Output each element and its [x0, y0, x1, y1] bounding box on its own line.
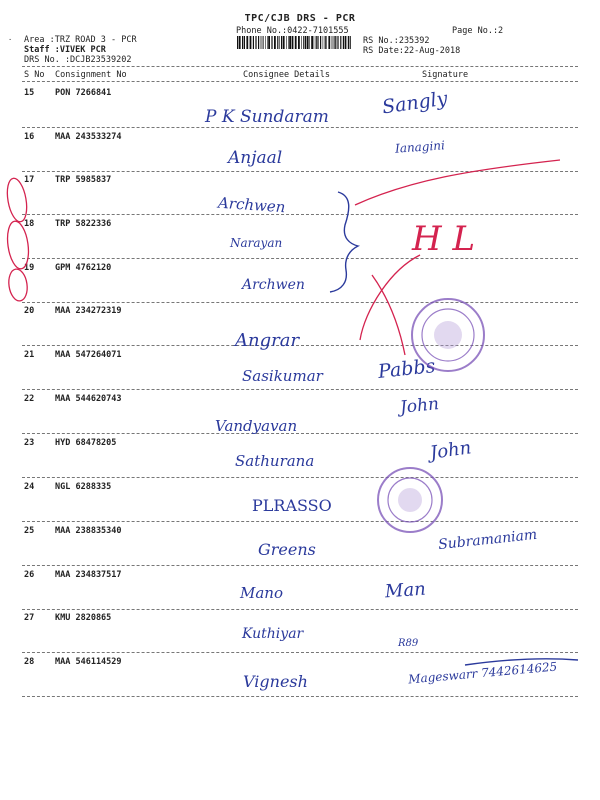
handwritten-name: Anjaal [228, 148, 283, 168]
handwritten-name: P K Sundaram [205, 107, 329, 127]
row-sno: 21 [24, 350, 35, 360]
row-consignment: MAA 546114529 [55, 657, 122, 667]
row-sno: 25 [24, 526, 35, 536]
row-sno: 15 [24, 88, 35, 98]
handwritten-signature: John [399, 394, 440, 418]
handwritten-name: Archwen [217, 193, 286, 217]
row-sno: 22 [24, 394, 35, 404]
row-sno: 16 [24, 132, 35, 142]
row-consignment: GPM 4762120 [55, 263, 112, 273]
col-consignee: Consignee Details [243, 70, 330, 80]
row-consignment: MAA 547264071 [55, 350, 122, 360]
row-sno: 20 [24, 306, 35, 316]
col-signature: Signature [422, 70, 469, 80]
handwritten-signature: John [428, 437, 473, 464]
row-consignment: MAA 243533274 [55, 132, 122, 142]
row-consignment: TRP 5985837 [55, 175, 112, 185]
handwritten-name: Narayan [230, 236, 283, 250]
phone-number: Phone No.:0422-7101555 [236, 26, 349, 36]
handwritten-signature: Subramaniam [437, 526, 538, 554]
handwritten-name: Sathurana [235, 452, 315, 470]
area-field: Area :TRZ ROAD 3 - PCR [24, 35, 137, 45]
margin-mark: · [8, 36, 13, 44]
handwritten-signature: R89 [398, 638, 419, 649]
row-consignment: TRP 5822336 [55, 219, 112, 229]
handwritten-name: Angrar [235, 330, 300, 351]
staff-field: Staff :VIVEK PCR [24, 45, 106, 55]
handwritten-signature: Sangly [380, 87, 449, 119]
row-consignment: MAA 234837517 [55, 570, 122, 580]
row-consignment: MAA 238835340 [55, 526, 122, 536]
handwritten-signature: Pabbs [377, 355, 437, 383]
red-bracket-marks [4, 160, 560, 355]
handwritten-signature: Mageswarr 7442614625 [407, 659, 558, 687]
document-title: TPC/CJB DRS - PCR [244, 13, 356, 24]
row-consignment: MAA 234272319 [55, 306, 122, 316]
round-stamp-1 [412, 299, 484, 371]
red-annotation-hl [411, 219, 475, 259]
row-sno: 24 [24, 482, 35, 492]
handwritten-name: Greens [258, 540, 316, 559]
handwritten-name: Sasikumar [242, 367, 323, 385]
handwritten-name: Archwen [242, 277, 305, 293]
row-consignment: PON 7266841 [55, 88, 112, 98]
row-sno: 27 [24, 613, 35, 623]
row-consignment: KMU 2820865 [55, 613, 112, 623]
rs-number: RS No.:235392 [363, 36, 430, 46]
handwritten-name: PLRASSO [252, 496, 332, 515]
handwritten-signature: Ianagini [394, 138, 446, 156]
row-sno: 23 [24, 438, 35, 448]
row-consignment: HYD 68478205 [55, 438, 117, 448]
handwritten-name: Vandyavan [215, 417, 298, 435]
row-sno: 26 [24, 570, 35, 580]
round-stamp-2 [378, 468, 442, 532]
row-sno: 18 [24, 219, 35, 229]
red-hl-text: H L [412, 219, 476, 259]
page-number: Page No.:2 [452, 26, 504, 36]
row-consignment: NGL 6288335 [55, 482, 112, 492]
row-sno: 17 [24, 175, 35, 185]
row-sno: 19 [24, 263, 35, 273]
handwritten-name: Vignesh [243, 672, 308, 691]
row-consignment: MAA 544620743 [55, 394, 122, 404]
handwritten-name: Kuthiyar [242, 626, 304, 642]
rs-date: RS Date:22-Aug-2018 [363, 46, 461, 56]
row-sno: 28 [24, 657, 35, 667]
handwritten-name: Mano [240, 584, 283, 602]
col-sno: S No [24, 70, 45, 80]
col-consignment: Consignment No [55, 70, 127, 80]
drs-number: DRS No. :DCJB23539202 [24, 55, 132, 65]
blue-brace [330, 192, 578, 665]
handwritten-signature: Man [384, 578, 427, 603]
